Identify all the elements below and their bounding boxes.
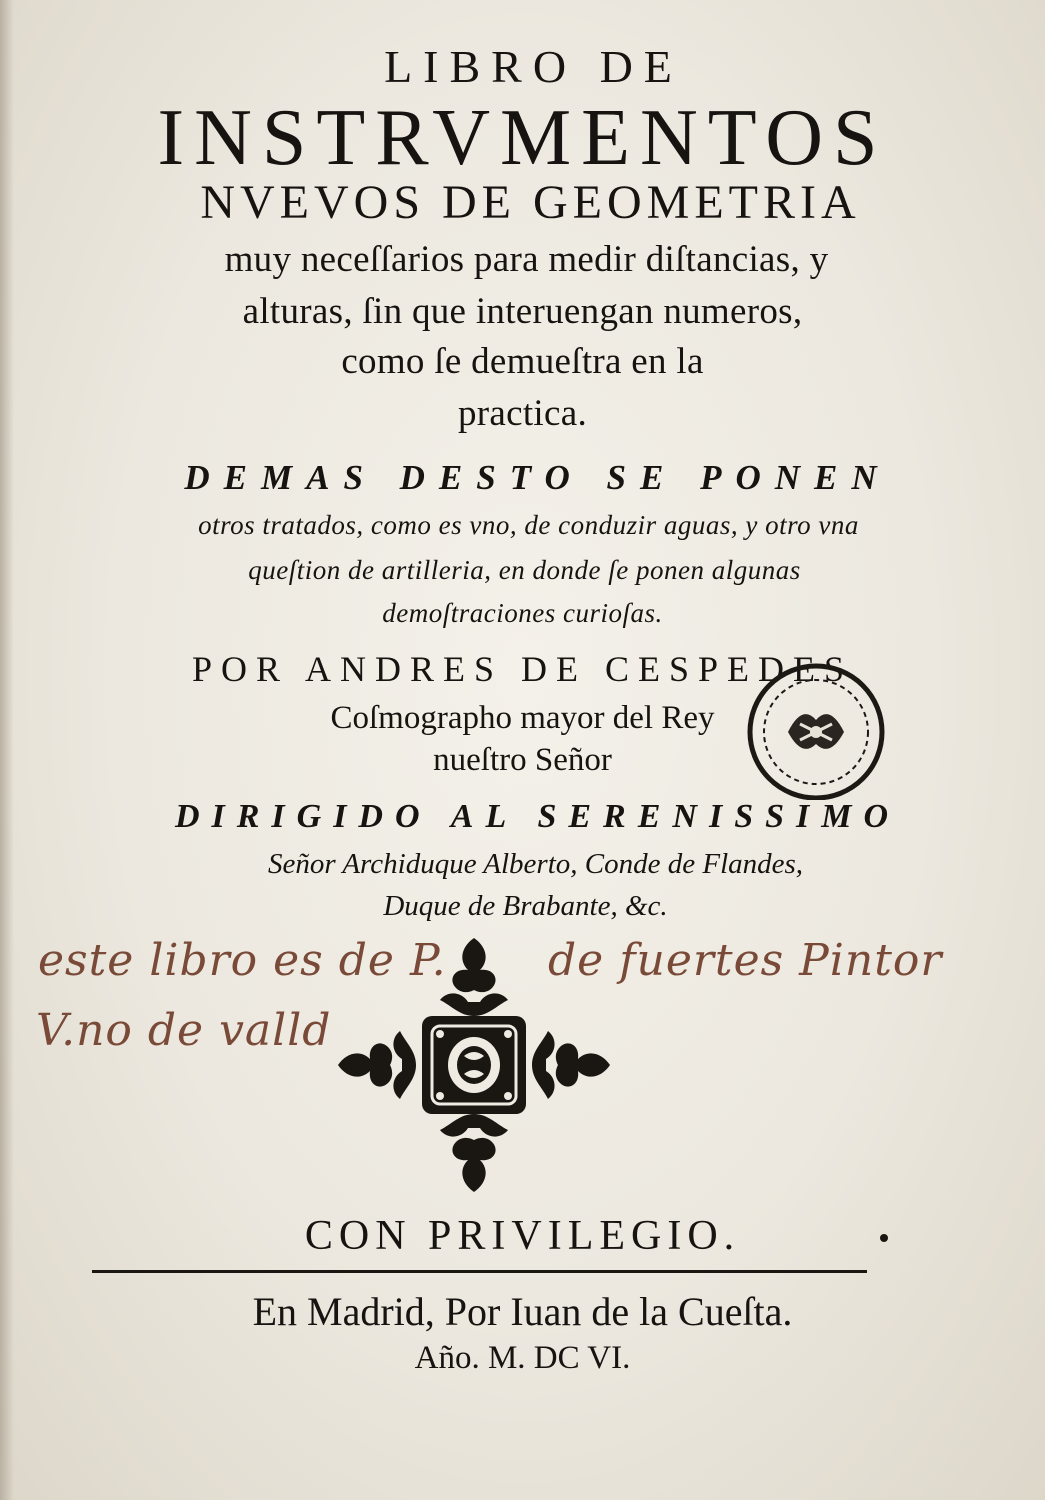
printers-ornament-icon bbox=[328, 930, 620, 1200]
demas-line-1: otros tratados, como es vno, de conduzir aguas, y otro vna bbox=[198, 510, 859, 540]
demas-line-2: queſtion de artilleria, en donde ſe ponen algunas bbox=[248, 555, 801, 585]
handwriting-owner-2: de fuertes Pintor bbox=[548, 935, 943, 986]
imprint-place: En Madrid, Por Iuan de la Cueſta. bbox=[252, 1289, 793, 1334]
decorative-dot bbox=[880, 1234, 888, 1242]
author-title-line-1: Coſmographo mayor del Rey bbox=[330, 700, 715, 736]
subtitle-line-2: alturas, ſin que interuengan numeros, bbox=[242, 291, 803, 332]
library-stamp-icon bbox=[736, 660, 896, 800]
dedication-line-1: Señor Archiduque Alberto, Conde de Flandes, bbox=[267, 848, 804, 880]
handwriting-owner-1: este libro es de P. bbox=[38, 935, 447, 986]
privilege-line: CON PRIVILEGIO. bbox=[304, 1213, 741, 1259]
title-line-1: LIBRO DE bbox=[384, 41, 683, 92]
dedication-line-2: Duque de Brabante, &c. bbox=[383, 890, 668, 922]
title-line-3: NVEVOS DE GEOMETRIA bbox=[200, 176, 861, 229]
subtitle-line-3: como ſe demueſtra en la bbox=[341, 341, 704, 382]
subtitle-line-1: muy neceſſarios para medir diſtancias, y bbox=[224, 239, 829, 280]
handwriting-place: V.no de valld bbox=[36, 1005, 332, 1056]
demas-line-3: demoſtraciones curioſas. bbox=[382, 598, 663, 628]
title-line-2: INSTRVMENTOS bbox=[157, 94, 888, 182]
imprint-rule bbox=[92, 1270, 867, 1273]
dedication-heading: DIRIGIDO AL SERENISSIMO bbox=[174, 798, 901, 835]
subtitle-line-4: practica. bbox=[457, 393, 588, 434]
demas-heading: DEMAS DESTO SE PONEN bbox=[184, 458, 891, 497]
author-title-line-2: nueſtro Señor bbox=[433, 742, 612, 778]
imprint-year: Año. M. DC VI. bbox=[414, 1340, 631, 1376]
author-line: POR ANDRES DE CESPEDES bbox=[191, 649, 854, 689]
